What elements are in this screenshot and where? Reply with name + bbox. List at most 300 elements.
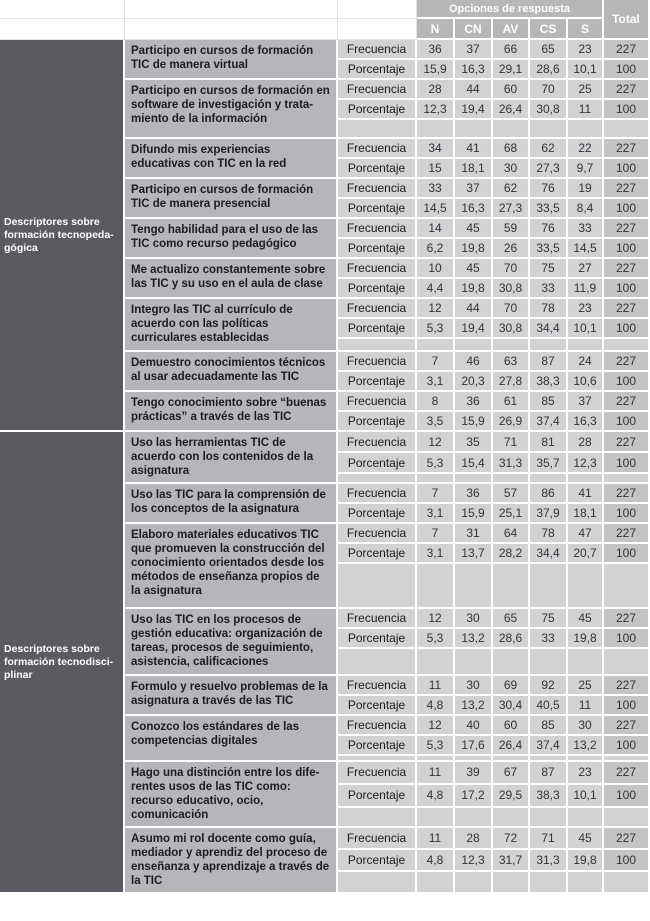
filler-cell: [455, 649, 493, 676]
filler-cell: [338, 808, 417, 829]
frequency-label: Frecuencia: [338, 828, 417, 850]
frequency-value: 30: [568, 716, 604, 736]
percentage-value: 10,1: [568, 785, 604, 808]
total-header: Total: [604, 0, 650, 40]
frequency-value: 37: [455, 40, 493, 60]
percentage-value: 37,4: [530, 736, 568, 756]
frequency-value: 36: [455, 484, 493, 504]
frequency-value: 60: [493, 716, 530, 736]
frequency-value: 227: [604, 219, 650, 239]
frequency-label: Frecuencia: [338, 762, 417, 785]
percentage-value: 31,7: [493, 850, 530, 872]
frequency-value: 10: [417, 259, 455, 279]
frequency-value: 12: [417, 716, 455, 736]
percentage-value: 3,1: [417, 372, 455, 392]
percentage-value: 100: [604, 239, 650, 259]
percentage-value: 100: [604, 504, 650, 524]
frequency-value: 85: [530, 716, 568, 736]
descriptor-text: Demuestro conocimientos técnicos al usar adecuadamente las TIC: [125, 352, 338, 392]
frequency-value: 23: [568, 299, 604, 319]
percentage-value: 26,4: [493, 100, 530, 120]
filler-cell: [455, 120, 493, 139]
percentage-value: 16,3: [568, 412, 604, 432]
filler-cell: [604, 564, 650, 609]
column-header-n: N: [417, 19, 455, 40]
frequency-label: Frecuencia: [338, 299, 417, 319]
percentage-label: Porcentaje: [338, 504, 417, 524]
frequency-value: 78: [530, 299, 568, 319]
percentage-label: Porcentaje: [338, 372, 417, 392]
frequency-value: 92: [530, 676, 568, 696]
frequency-value: 227: [604, 716, 650, 736]
frequency-value: 63: [493, 352, 530, 372]
percentage-label: Porcentaje: [338, 629, 417, 649]
frequency-label: Frecuencia: [338, 80, 417, 100]
frequency-value: 227: [604, 352, 650, 372]
percentage-label: Porcentaje: [338, 279, 417, 299]
frequency-value: 60: [493, 80, 530, 100]
filler-cell: [338, 872, 417, 894]
percentage-value: 30,8: [493, 279, 530, 299]
percentage-value: 16,3: [455, 199, 493, 219]
frequency-value: 25: [568, 676, 604, 696]
percentage-value: 15: [417, 159, 455, 179]
frequency-value: 71: [530, 828, 568, 850]
frequency-value: 47: [568, 524, 604, 544]
frequency-value: 86: [530, 484, 568, 504]
frequency-value: 75: [530, 259, 568, 279]
descriptor-text: Hago una distinción entre los dife-rentes usos de las TIC como: recurso educativo, ocio, comunicación: [125, 762, 338, 828]
frequency-label: Frecuencia: [338, 524, 417, 544]
frequency-label: Frecuencia: [338, 609, 417, 629]
percentage-label: Porcentaje: [338, 785, 417, 808]
descriptor-text: Participo en cursos de formación en software de investigación y trata-miento de la información: [125, 80, 338, 139]
frequency-label: Frecuencia: [338, 40, 417, 60]
frequency-value: 36: [455, 392, 493, 412]
percentage-value: 26,9: [493, 412, 530, 432]
frequency-value: 227: [604, 299, 650, 319]
frequency-value: 7: [417, 352, 455, 372]
percentage-value: 4,8: [417, 696, 455, 716]
frequency-label: Frecuencia: [338, 219, 417, 239]
filler-cell: [417, 120, 455, 139]
filler-cell: [493, 808, 530, 829]
percentage-value: 19,4: [455, 100, 493, 120]
percentage-value: 3,1: [417, 504, 455, 524]
descriptor-text: Integro las TIC al currículo de acuerdo con las políticas curriculares establecidas: [125, 299, 338, 352]
percentage-value: 4,8: [417, 850, 455, 872]
descriptor-text: Asumo mi rol docente como guía, mediador y aprendiz del proceso de enseñanza y aprendizaje a través de la TIC: [125, 828, 338, 894]
percentage-value: 100: [604, 850, 650, 872]
filler-cell: [604, 339, 650, 352]
percentage-value: 27,3: [493, 199, 530, 219]
percentage-label: Porcentaje: [338, 736, 417, 756]
percentage-value: 100: [604, 319, 650, 339]
descriptor-text: Elaboro materiales educativos TIC que promueven la construcción del conocimiento orientados desde los métodos de enseñanza propios de la asignatura: [125, 524, 338, 609]
frequency-value: 27: [568, 259, 604, 279]
frequency-value: 66: [493, 40, 530, 60]
frequency-value: 31: [455, 524, 493, 544]
frequency-value: 44: [455, 80, 493, 100]
percentage-value: 31,3: [493, 453, 530, 474]
frequency-label: Frecuencia: [338, 352, 417, 372]
frequency-value: 70: [493, 299, 530, 319]
percentage-value: 33: [530, 629, 568, 649]
frequency-value: 76: [530, 179, 568, 199]
percentage-value: 4,4: [417, 279, 455, 299]
filler-cell: [338, 339, 417, 352]
filler-cell: [417, 474, 455, 484]
percentage-value: 100: [604, 544, 650, 564]
percentage-value: 33: [530, 279, 568, 299]
frequency-value: 227: [604, 40, 650, 60]
frequency-value: 45: [455, 259, 493, 279]
column-header-av: AV: [493, 19, 530, 40]
percentage-label: Porcentaje: [338, 199, 417, 219]
frequency-value: 23: [568, 762, 604, 785]
filler-cell: [604, 649, 650, 676]
percentage-value: 100: [604, 199, 650, 219]
percentage-value: 38,3: [530, 372, 568, 392]
percentage-value: 19,8: [568, 850, 604, 872]
group-label: Descriptores sobre formación tecnopeda-gógica: [0, 40, 125, 432]
frequency-value: 227: [604, 432, 650, 453]
descriptor-text: Uso las herramientas TIC de acuerdo con los contenidos de la asignatura: [125, 432, 338, 484]
frequency-value: 227: [604, 259, 650, 279]
filler-cell: [530, 339, 568, 352]
frequency-value: 33: [417, 179, 455, 199]
percentage-value: 100: [604, 159, 650, 179]
frequency-value: 45: [568, 609, 604, 629]
percentage-value: 15,9: [455, 504, 493, 524]
frequency-value: 11: [417, 676, 455, 696]
percentage-value: 10,1: [568, 60, 604, 80]
frequency-value: 85: [530, 392, 568, 412]
percentage-value: 100: [604, 60, 650, 80]
percentage-value: 26: [493, 239, 530, 259]
percentage-value: 5,3: [417, 453, 455, 474]
percentage-value: 100: [604, 372, 650, 392]
filler-cell: [338, 120, 417, 139]
percentage-value: 37,9: [530, 504, 568, 524]
header-blank: [125, 0, 338, 19]
frequency-value: 25: [568, 80, 604, 100]
frequency-value: 227: [604, 179, 650, 199]
frequency-value: 41: [455, 139, 493, 159]
table-row: [0, 40, 650, 60]
filler-cell: [417, 808, 455, 829]
percentage-value: 13,2: [455, 629, 493, 649]
frequency-value: 227: [604, 762, 650, 785]
frequency-value: 65: [493, 609, 530, 629]
percentage-value: 12,3: [455, 850, 493, 872]
frequency-label: Frecuencia: [338, 179, 417, 199]
frequency-value: 35: [455, 432, 493, 453]
percentage-value: 18,1: [568, 504, 604, 524]
percentage-value: 5,3: [417, 629, 455, 649]
percentage-value: 19,8: [568, 629, 604, 649]
percentage-value: 3,5: [417, 412, 455, 432]
header-blank: [125, 19, 338, 40]
descriptor-text: Uso las TIC para la comprensión de los conceptos de la asignatura: [125, 484, 338, 524]
filler-cell: [417, 339, 455, 352]
percentage-value: 15,9: [417, 60, 455, 80]
frequency-value: 28: [417, 80, 455, 100]
frequency-value: 67: [493, 762, 530, 785]
percentage-label: Porcentaje: [338, 453, 417, 474]
frequency-label: Frecuencia: [338, 392, 417, 412]
frequency-value: 24: [568, 352, 604, 372]
percentage-value: 12,3: [417, 100, 455, 120]
frequency-value: 39: [455, 762, 493, 785]
frequency-label: Frecuencia: [338, 432, 417, 453]
percentage-label: Porcentaje: [338, 544, 417, 564]
filler-cell: [530, 564, 568, 609]
filler-cell: [338, 474, 417, 484]
frequency-label: Frecuencia: [338, 484, 417, 504]
frequency-value: 7: [417, 484, 455, 504]
frequency-value: 57: [493, 484, 530, 504]
percentage-value: 38,3: [530, 785, 568, 808]
descriptor-text: Tengo habilidad para el uso de las TIC como recurso pedagógico: [125, 219, 338, 259]
percentage-value: 3,1: [417, 544, 455, 564]
percentage-value: 15,4: [455, 453, 493, 474]
frequency-value: 87: [530, 762, 568, 785]
header-blank: [338, 0, 417, 19]
frequency-value: 227: [604, 609, 650, 629]
percentage-value: 15,9: [455, 412, 493, 432]
frequency-value: 22: [568, 139, 604, 159]
frequency-value: 7: [417, 524, 455, 544]
filler-cell: [417, 872, 455, 894]
frequency-value: 30: [455, 676, 493, 696]
percentage-value: 13,2: [568, 736, 604, 756]
options-header: Opciones de respuesta: [417, 0, 604, 19]
column-header-cn: CN: [455, 19, 493, 40]
percentage-value: 30,8: [530, 100, 568, 120]
frequency-label: Frecuencia: [338, 259, 417, 279]
filler-cell: [530, 808, 568, 829]
header-blank: [338, 19, 417, 40]
descriptor-text: Participo en cursos de formación TIC de manera virtual: [125, 40, 338, 80]
frequency-value: 44: [455, 299, 493, 319]
percentage-value: 100: [604, 785, 650, 808]
frequency-value: 12: [417, 432, 455, 453]
percentage-value: 27,3: [530, 159, 568, 179]
frequency-value: 72: [493, 828, 530, 850]
frequency-value: 227: [604, 139, 650, 159]
percentage-value: 17,6: [455, 736, 493, 756]
frequency-value: 68: [493, 139, 530, 159]
descriptor-text: Difundo mis experiencias educativas con TIC en la red: [125, 139, 338, 179]
group-label: Descriptores sobre formación tecnodisci-plinar: [0, 432, 125, 894]
frequency-value: 61: [493, 392, 530, 412]
percentage-label: Porcentaje: [338, 100, 417, 120]
frequency-value: 70: [530, 80, 568, 100]
filler-cell: [493, 474, 530, 484]
filler-cell: [568, 872, 604, 894]
frequency-value: 65: [530, 40, 568, 60]
percentage-value: 37,4: [530, 412, 568, 432]
filler-cell: [530, 872, 568, 894]
percentage-value: 11: [568, 100, 604, 120]
frequency-value: 227: [604, 524, 650, 544]
percentage-label: Porcentaje: [338, 319, 417, 339]
frequency-label: Frecuencia: [338, 716, 417, 736]
percentage-value: 10,6: [568, 372, 604, 392]
percentage-value: 31,3: [530, 850, 568, 872]
percentage-label: Porcentaje: [338, 60, 417, 80]
percentage-value: 25,1: [493, 504, 530, 524]
frequency-value: 64: [493, 524, 530, 544]
percentage-value: 20,3: [455, 372, 493, 392]
percentage-value: 17,2: [455, 785, 493, 808]
frequency-value: 8: [417, 392, 455, 412]
percentage-value: 100: [604, 696, 650, 716]
filler-cell: [568, 120, 604, 139]
frequency-value: 28: [455, 828, 493, 850]
percentage-value: 40,5: [530, 696, 568, 716]
percentage-value: 30,4: [493, 696, 530, 716]
descriptor-text: Formulo y resuelvo problemas de la asignatura a través de las TIC: [125, 676, 338, 716]
frequency-value: 46: [455, 352, 493, 372]
descriptor-text: Tengo conocimiento sobre “buenas prácticas” a través de las TIC: [125, 392, 338, 432]
filler-cell: [604, 120, 650, 139]
percentage-value: 13,2: [455, 696, 493, 716]
frequency-value: 36: [417, 40, 455, 60]
percentage-value: 30,8: [493, 319, 530, 339]
percentage-value: 33,5: [530, 199, 568, 219]
column-header-s: S: [568, 19, 604, 40]
filler-cell: [417, 564, 455, 609]
frequency-value: 45: [568, 828, 604, 850]
percentage-value: 19,8: [455, 279, 493, 299]
percentage-value: 14,5: [568, 239, 604, 259]
filler-cell: [604, 872, 650, 894]
filler-cell: [455, 564, 493, 609]
frequency-value: 62: [493, 179, 530, 199]
frequency-value: 41: [568, 484, 604, 504]
frequency-value: 45: [455, 219, 493, 239]
filler-cell: [493, 564, 530, 609]
frequency-label: Frecuencia: [338, 676, 417, 696]
percentage-value: 4,8: [417, 785, 455, 808]
frequency-value: 227: [604, 80, 650, 100]
percentage-value: 6,2: [417, 239, 455, 259]
header-blank: [0, 19, 125, 40]
frequency-value: 12: [417, 299, 455, 319]
filler-cell: [568, 339, 604, 352]
filler-cell: [455, 474, 493, 484]
filler-cell: [568, 649, 604, 676]
filler-cell: [604, 474, 650, 484]
frequency-value: 11: [417, 828, 455, 850]
frequency-value: 227: [604, 484, 650, 504]
filler-cell: [568, 808, 604, 829]
frequency-value: 62: [530, 139, 568, 159]
percentage-label: Porcentaje: [338, 239, 417, 259]
percentage-value: 34,4: [530, 544, 568, 564]
filler-cell: [455, 872, 493, 894]
frequency-value: 40: [455, 716, 493, 736]
filler-cell: [493, 120, 530, 139]
frequency-value: 30: [455, 609, 493, 629]
percentage-value: 29,1: [493, 60, 530, 80]
filler-cell: [530, 120, 568, 139]
percentage-value: 28,2: [493, 544, 530, 564]
percentage-value: 13,7: [455, 544, 493, 564]
frequency-value: 87: [530, 352, 568, 372]
filler-cell: [493, 649, 530, 676]
frequency-value: 37: [568, 392, 604, 412]
percentage-value: 9,7: [568, 159, 604, 179]
percentage-value: 100: [604, 453, 650, 474]
percentage-value: 20,7: [568, 544, 604, 564]
percentage-value: 100: [604, 736, 650, 756]
percentage-value: 8,4: [568, 199, 604, 219]
percentage-value: 19,4: [455, 319, 493, 339]
frequency-value: 59: [493, 219, 530, 239]
table-row: [0, 432, 650, 453]
filler-cell: [417, 649, 455, 676]
filler-cell: [530, 649, 568, 676]
percentage-value: 16,3: [455, 60, 493, 80]
filler-cell: [568, 564, 604, 609]
frequency-value: 75: [530, 609, 568, 629]
frequency-value: 19: [568, 179, 604, 199]
filler-cell: [604, 808, 650, 829]
percentage-value: 35,7: [530, 453, 568, 474]
percentage-value: 29,5: [493, 785, 530, 808]
percentage-value: 28,6: [493, 629, 530, 649]
frequency-value: 70: [493, 259, 530, 279]
percentage-value: 100: [604, 279, 650, 299]
frequency-value: 14: [417, 219, 455, 239]
descriptor-text: Uso las TIC en los procesos de gestión educativa: organización de tareas, procesos de seguimiento, asistencia, calificaciones: [125, 609, 338, 676]
frequency-value: 12: [417, 609, 455, 629]
frequency-value: 28: [568, 432, 604, 453]
percentage-value: 12,3: [568, 453, 604, 474]
frequency-value: 37: [455, 179, 493, 199]
percentage-value: 5,3: [417, 736, 455, 756]
frequency-value: 71: [493, 432, 530, 453]
table-body: [0, 40, 650, 894]
percentage-value: 5,3: [417, 319, 455, 339]
filler-cell: [493, 872, 530, 894]
frequency-value: 81: [530, 432, 568, 453]
header-blank: [0, 0, 125, 19]
percentage-value: 33,5: [530, 239, 568, 259]
filler-cell: [338, 649, 417, 676]
percentage-label: Porcentaje: [338, 412, 417, 432]
filler-cell: [530, 474, 568, 484]
percentage-value: 100: [604, 629, 650, 649]
percentage-value: 11,9: [568, 279, 604, 299]
percentage-value: 18,1: [455, 159, 493, 179]
filler-cell: [455, 808, 493, 829]
percentage-label: Porcentaje: [338, 159, 417, 179]
frequency-value: 227: [604, 676, 650, 696]
frequency-value: 76: [530, 219, 568, 239]
descriptor-text: Participo en cursos de formación TIC de manera presencial: [125, 179, 338, 219]
percentage-value: 27,8: [493, 372, 530, 392]
percentage-value: 19,8: [455, 239, 493, 259]
frequency-value: 69: [493, 676, 530, 696]
filler-cell: [338, 564, 417, 609]
descriptor-text: Conozco los estándares de las competencias digitales: [125, 716, 338, 762]
percentage-value: 26,4: [493, 736, 530, 756]
frequency-value: 227: [604, 392, 650, 412]
